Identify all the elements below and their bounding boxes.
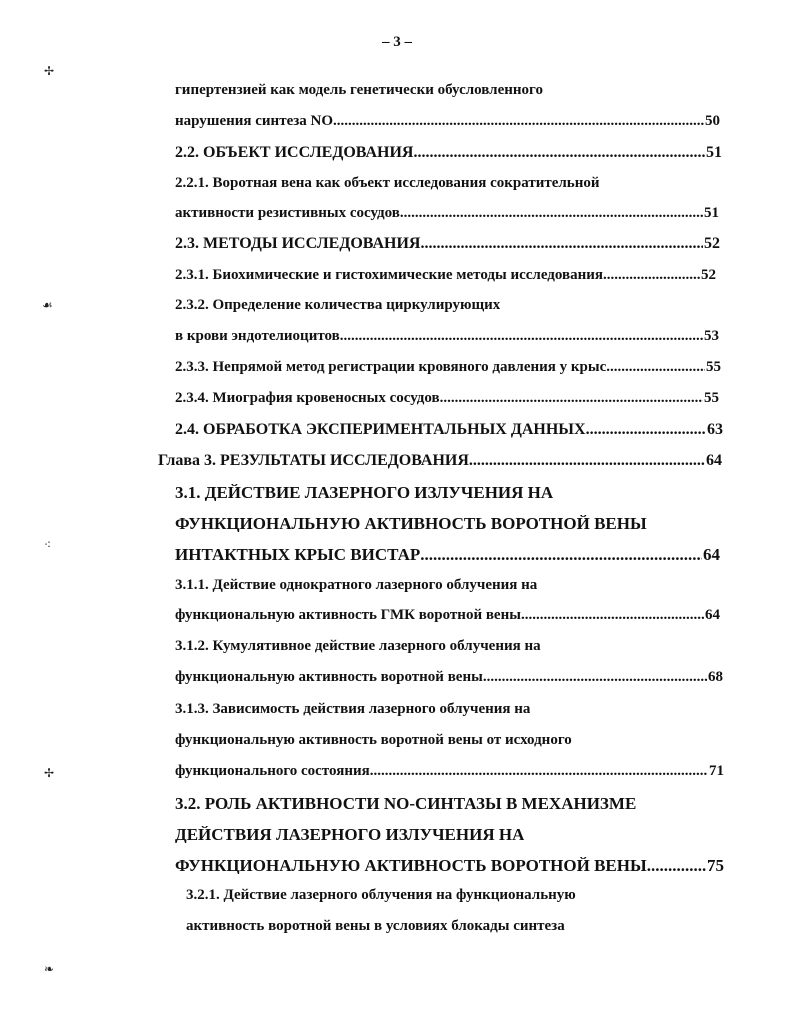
- toc-entry: [175, 236, 720, 252]
- toc-leader-dots: [521, 608, 704, 623]
- toc-entry-page: 55: [704, 391, 719, 406]
- toc-entry-page: 55: [706, 360, 721, 375]
- toc-entry-title: ФУНКЦИОНАЛЬНУЮ АКТИВНОСТЬ ВОРОТНОЙ ВЕНЫ: [175, 515, 647, 532]
- toc-entry-title: 2.4. ОБРАБОТКА ЭКСПЕРИМЕНТАЛЬНЫХ ДАННЫХ: [175, 422, 586, 438]
- toc-leader-dots: [647, 857, 706, 874]
- toc-entry-title: функционального состояния: [175, 764, 370, 779]
- toc-entry: [175, 145, 722, 161]
- toc-entry: [175, 670, 723, 685]
- toc-leader-dots: [333, 114, 704, 129]
- toc-entry: [175, 546, 720, 563]
- toc-entry: [175, 639, 541, 654]
- toc-entry-page: 71: [709, 764, 724, 779]
- toc-entry: [175, 329, 719, 344]
- toc-entry-title: гипертензией как модель генетически обусловленного: [175, 83, 543, 98]
- toc-entry: [175, 484, 553, 501]
- toc-entry-page: 50: [705, 114, 720, 129]
- toc-entry: [175, 733, 572, 748]
- toc-leader-dots: [400, 206, 703, 221]
- toc-entry: [175, 422, 723, 438]
- toc-entry-page: 64: [705, 608, 720, 623]
- toc-entry: [175, 83, 543, 98]
- toc-entry-title: функциональную активность ГМК воротной вены: [175, 608, 521, 623]
- toc-entry: [175, 298, 500, 313]
- toc-entry-page: 64: [703, 546, 720, 563]
- toc-entry: [186, 919, 565, 934]
- toc-entry-title: ИНТАКТНЫХ КРЫС ВИСТАР: [175, 546, 421, 563]
- margin-scan-mark: ✢: [44, 766, 55, 780]
- toc-entry: [175, 702, 530, 717]
- toc-leader-dots: [586, 422, 706, 438]
- toc-entry-page: 52: [704, 236, 720, 252]
- toc-entry-title: 2.3.2. Определение количества циркулирующих: [175, 298, 501, 313]
- toc-entry: [175, 515, 647, 532]
- toc-entry-title: 2.3. МЕТОДЫ ИССЛЕДОВАНИЯ: [175, 236, 421, 252]
- toc-entry-title: Глава 3. РЕЗУЛЬТАТЫ ИССЛЕДОВАНИЯ: [158, 453, 469, 469]
- toc-entry: [175, 578, 537, 593]
- toc-entry: [175, 857, 724, 874]
- toc-leader-dots: [469, 453, 705, 469]
- toc-entry: [175, 176, 600, 191]
- toc-entry-page: 75: [707, 857, 724, 874]
- toc-leader-dots: [370, 764, 708, 779]
- toc-entry-page: 51: [704, 206, 719, 221]
- toc-leader-dots: [340, 329, 703, 344]
- toc-entry-title: 3.2.1. Действие лазерного облучения на функциональную: [186, 888, 576, 903]
- toc-entry: [175, 826, 524, 843]
- toc-entry: [175, 608, 720, 623]
- toc-entry: [158, 453, 722, 469]
- toc-leader-dots: [440, 391, 703, 406]
- toc-leader-dots: [420, 236, 703, 252]
- toc-entry-title: функциональную активность воротной вены: [175, 670, 483, 685]
- toc-entry-title: 2.3.4. Миография кровеносных сосудов: [175, 391, 440, 406]
- toc-entry-title: функциональную активность воротной вены от исходного: [175, 733, 572, 748]
- toc-entry-title: нарушения синтеза NO: [175, 114, 334, 129]
- toc-entry-title: 3.1. ДЕЙСТВИЕ ЛАЗЕРНОГО ИЗЛУЧЕНИЯ НА: [175, 484, 554, 501]
- toc-entry: [175, 360, 721, 375]
- toc-entry-page: 52: [701, 268, 716, 283]
- margin-scan-mark: ✢: [44, 64, 55, 78]
- toc-entry-page: 63: [707, 422, 723, 438]
- toc-entry: [175, 268, 716, 283]
- toc-leader-dots: [413, 145, 705, 161]
- toc-entry-title: ФУНКЦИОНАЛЬНУЮ АКТИВНОСТЬ ВОРОТНОЙ ВЕНЫ: [175, 857, 647, 874]
- toc-entry-title: 2.2.1. Воротная вена как объект исследования сократительной: [175, 176, 600, 191]
- toc-entry-page: 68: [708, 670, 723, 685]
- toc-entry-title: 3.2. РОЛЬ АКТИВНОСТИ NO-СИНТАЗЫ В МЕХАНИЗМЕ: [175, 795, 637, 812]
- toc-entry: [186, 888, 576, 903]
- toc-entry-title: 2.3.3. Непрямой метод регистрации кровяного давления у крыс: [175, 360, 607, 375]
- toc-entry-page: 64: [706, 453, 722, 469]
- toc-entry-title: активности резистивных сосудов: [175, 206, 400, 221]
- page-number: – 3 –: [382, 34, 412, 50]
- toc-leader-dots: [420, 546, 702, 563]
- toc-entry-page: 53: [704, 329, 719, 344]
- toc-entry-page: 51: [706, 145, 722, 161]
- toc-leader-dots: [483, 670, 707, 685]
- toc-entry-title: в крови эндотелиоцитов: [175, 329, 340, 344]
- toc-leader-dots: [606, 360, 705, 375]
- toc-entry-title: 2.3.1. Биохимические и гистохимические методы исследования: [175, 268, 604, 283]
- toc-entry: [175, 764, 724, 779]
- toc-entry-title: 3.1.3. Зависимость действия лазерного облучения на: [175, 702, 531, 717]
- toc-leader-dots: [603, 268, 700, 283]
- toc-entry: [175, 391, 719, 406]
- toc-entry: [175, 795, 636, 812]
- toc-entry: [175, 114, 720, 129]
- toc-entry: [175, 206, 719, 221]
- margin-scan-mark: ❧: [44, 962, 55, 976]
- toc-entry-title: 3.1.1. Действие однократного лазерного облучения на: [175, 578, 538, 593]
- margin-scan-mark: ☙: [42, 298, 53, 312]
- margin-scan-mark: ⁖: [44, 538, 52, 552]
- toc-entry-title: 3.1.2. Кумулятивное действие лазерного облучения на: [175, 639, 541, 654]
- toc-entry-title: ДЕЙСТВИЯ ЛАЗЕРНОГО ИЗЛУЧЕНИЯ НА: [175, 826, 525, 843]
- toc-entry-title: активность воротной вены в условиях блокады синтеза: [186, 919, 565, 934]
- toc-entry-title: 2.2. ОБЪЕКТ ИССЛЕДОВАНИЯ: [175, 145, 414, 161]
